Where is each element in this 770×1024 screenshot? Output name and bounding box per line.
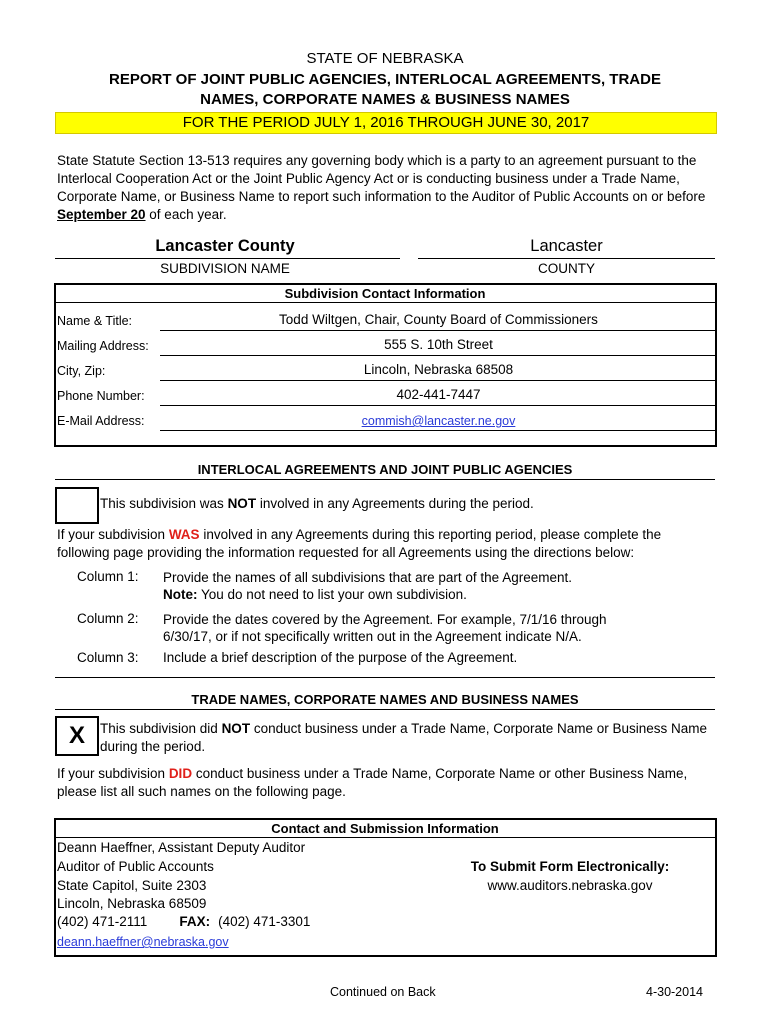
auditor-email-link[interactable]: deann.haeffner@nebraska.gov [57, 935, 229, 949]
submission-heading: Contact and Submission Information [271, 821, 499, 836]
contact-heading-divider [55, 302, 715, 303]
email-address-line [160, 430, 715, 431]
trade-if-b: conduct business under a Trade Name, Corporate Name or other Business Name, please list all such names on the following page. [57, 766, 688, 799]
report-title [0, 70, 770, 110]
interlocal-instructions [57, 526, 717, 562]
auditor-contact-name: Deann Haeffner, Assistant Deputy Auditor [57, 840, 306, 855]
name-title-label: Name & Title: [57, 314, 133, 328]
trade-text-a: This subdivision did [100, 721, 222, 736]
trade-divider [55, 709, 715, 710]
phone-number-line [160, 405, 715, 406]
auditor-suite: State Capitol, Suite 2303 [57, 878, 207, 893]
interlocal-if-a: If your subdivision [57, 527, 169, 542]
mailing-address-line [160, 355, 715, 356]
interlocal-was-word: WAS [168, 527, 200, 542]
submit-electronically-heading: To Submit Form Electronically: [470, 859, 670, 874]
interlocal-text-b: involved in any Agreements during the period. [256, 496, 534, 511]
interlocal-not-word: NOT [227, 496, 257, 511]
statute-deadline: September 20 [57, 207, 146, 222]
mailing-address-label: Mailing Address: [57, 339, 149, 353]
county-label: COUNTY [538, 261, 595, 276]
trade-if-a: If your subdivision [57, 766, 169, 781]
auditor-phone-fax [57, 914, 310, 929]
interlocal-divider [55, 479, 715, 480]
subdivision-name-line [55, 258, 400, 259]
county-value[interactable]: Lancaster [530, 237, 603, 255]
statute-text: State Statute Section 13-513 requires any governing body which is a party to an agreement pursuant to the Interlocal Cooperation Act or the Joint Public Agency Act or is conducting business under a Trade Name, Corporate Name, or Business Name to report such information to the Auditor of Public Accounts on or before [57, 153, 706, 204]
city-zip-line [160, 380, 715, 381]
trade-instructions [57, 765, 717, 801]
fax-label: FAX: [179, 914, 211, 929]
column3-label: Column 3: [77, 650, 139, 665]
subdivision-name-label: SUBDIVISION NAME [160, 261, 290, 276]
trade-did-word: DID [168, 766, 193, 781]
phone-number-label: Phone Number: [57, 389, 145, 403]
column1-note-label: Note: [163, 587, 198, 602]
auditor-fax: (402) 471-3301 [218, 914, 311, 929]
column1-note [163, 586, 703, 603]
city-zip-label: City, Zip: [57, 364, 106, 378]
column1-text [163, 569, 703, 603]
column3-text: Include a brief description of the purpose of the Agreement. [163, 650, 518, 665]
auditor-phone: (402) 471-2111 [57, 914, 148, 929]
statute-paragraph [57, 152, 717, 224]
continued-on-back: Continued on Back [330, 985, 436, 999]
state-title: STATE OF NEBRASKA [306, 50, 464, 67]
statute-text-end: of each year. [145, 207, 227, 222]
phone-number-field[interactable]: 402-441-7447 [396, 387, 481, 402]
form-revision-date: 4-30-2014 [646, 985, 703, 999]
column1-label: Column 1: [77, 569, 139, 584]
trade-top-divider [55, 677, 715, 678]
contact-info-heading: Subdivision Contact Information [284, 286, 486, 301]
report-title-line1: REPORT OF JOINT PUBLIC AGENCIES, INTERLOCAL AGREEMENTS, TRADE [109, 71, 661, 88]
column2-text: Provide the dates covered by the Agreement. For example, 7/1/16 through 6/30/17, or if not specifically written out in the Agreement indicate N/A. [163, 612, 607, 644]
auditor-email [57, 934, 229, 949]
interlocal-heading: INTERLOCAL AGREEMENTS AND JOINT PUBLIC AGENCIES [197, 462, 573, 477]
trade-names-not-checkbox[interactable]: X [55, 716, 99, 756]
report-title-line2: NAMES, CORPORATE NAMES & BUSINESS NAMES [200, 91, 570, 108]
trade-text-b: conduct business under a Trade Name, Corporate Name or Business Name during the period. [100, 721, 708, 754]
interlocal-not-involved-checkbox[interactable] [55, 487, 99, 524]
interlocal-if-b: involved in any Agreements during this reporting period, please complete the following page providing the information requested for all Agreements using the directions below: [57, 527, 662, 560]
trade-names-not-text [100, 720, 710, 756]
column1-description: Provide the names of all subdivisions that are part of the Agreement. [163, 570, 572, 585]
column1-note-text: You do not need to list your own subdivision. [197, 587, 467, 602]
name-title-field[interactable]: Todd Wiltgen, Chair, County Board of Commissioners [279, 312, 598, 327]
city-zip-field[interactable]: Lincoln, Nebraska 68508 [363, 362, 514, 377]
email-address-field[interactable] [162, 413, 715, 428]
name-title-line [160, 330, 715, 331]
auditor-website[interactable]: www.auditors.nebraska.gov [487, 878, 653, 893]
trade-not-word: NOT [221, 721, 251, 736]
subdivision-name-value[interactable]: Lancaster County [155, 237, 295, 255]
interlocal-text-a: This subdivision was [100, 496, 228, 511]
auditor-office: Auditor of Public Accounts [57, 859, 214, 874]
email-address-label: E-Mail Address: [57, 414, 145, 428]
submission-heading-divider [55, 837, 715, 838]
trade-names-heading: TRADE NAMES, CORPORATE NAMES AND BUSINESS NAMES [191, 692, 579, 707]
interlocal-not-involved-text [100, 496, 710, 511]
reporting-period: FOR THE PERIOD JULY 1, 2016 THROUGH JUNE 30, 2017 [55, 112, 717, 134]
mailing-address-field[interactable]: 555 S. 10th Street [384, 337, 493, 352]
county-line [418, 258, 715, 259]
auditor-city: Lincoln, Nebraska 68509 [57, 896, 207, 911]
column2-label: Column 2: [77, 611, 139, 626]
email-link[interactable]: commish@lancaster.ne.gov [361, 414, 516, 428]
